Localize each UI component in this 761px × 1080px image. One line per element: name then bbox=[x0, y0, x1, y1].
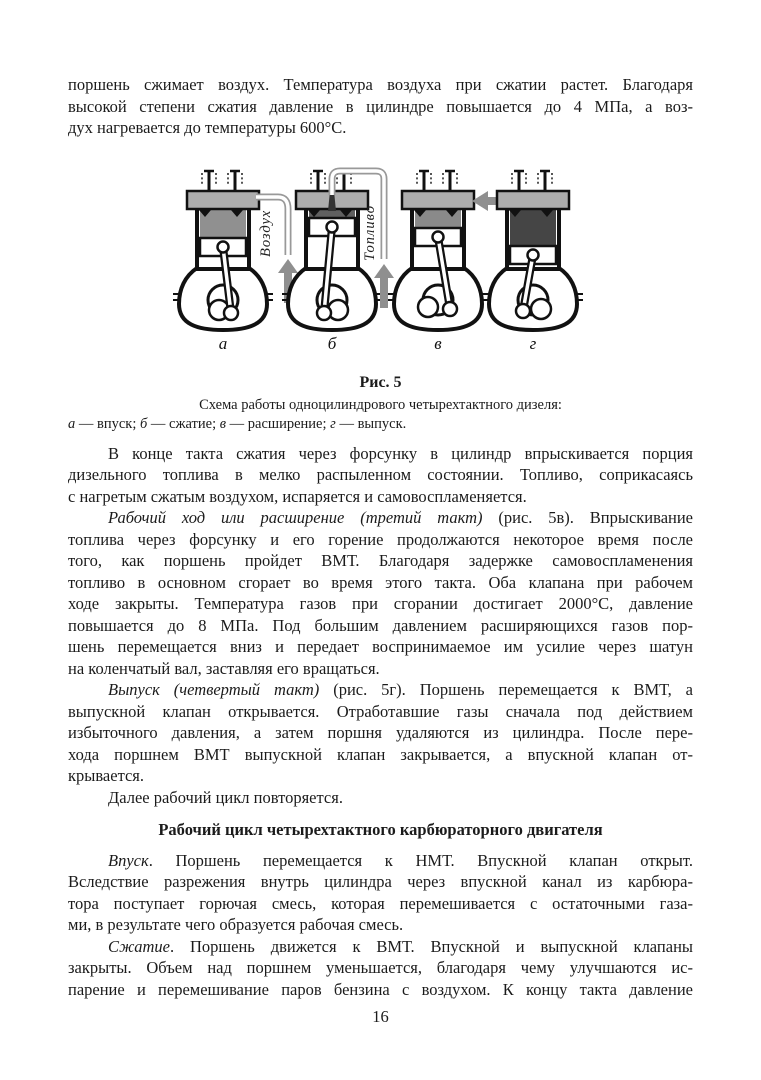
engine-label-g: г bbox=[529, 333, 537, 353]
air-pipe-label: Воздух bbox=[258, 209, 274, 257]
text-line: Сжатие. Поршень движется к ВМТ. Впускной и выпускной клапаны bbox=[108, 936, 693, 956]
paragraph-compression-end bbox=[68, 74, 693, 139]
text-line: с нагретым сжатым воздухом, испаряется и самовоспламеняется. bbox=[68, 486, 527, 506]
text-line: ми, в результате чего образуется рабочая смесь. bbox=[68, 915, 404, 934]
legend-desc: — расширение; bbox=[226, 415, 331, 432]
text-line: дизельного топлива в мелко распыленном состоянии. Топливо, соприкасаясь bbox=[68, 465, 693, 484]
paragraph-intake-carb bbox=[68, 850, 693, 936]
legend-key: г bbox=[330, 415, 336, 432]
text-line: Далее рабочий цикл повторяется. bbox=[108, 787, 343, 807]
paragraph-power-stroke bbox=[68, 507, 693, 679]
text-line: топлива через форсунку и его горение продолжаются некоторое время после bbox=[68, 529, 693, 549]
legend-desc: — сжатие; bbox=[147, 415, 220, 432]
paragraph-cycle-repeats bbox=[68, 787, 693, 809]
cylinder-head bbox=[402, 191, 474, 209]
text-line: ходе закрыты. Температура газов при сгорании достигает 2000°С, давление bbox=[68, 594, 693, 613]
cylinder-head bbox=[187, 191, 259, 209]
text-line: выпускной клапан открывается. Отработавшие газы сначала под действием bbox=[68, 701, 693, 721]
page-number: 16 bbox=[372, 1007, 389, 1026]
engine-label-b: б bbox=[327, 333, 337, 353]
figure-5 bbox=[166, 163, 608, 360]
engine-label-a: а bbox=[218, 333, 228, 353]
legend-key: а bbox=[68, 415, 76, 432]
figure-legend bbox=[68, 415, 693, 434]
text-line: того, как поршень пройдет ВМТ. Благодаря задержке самовоспламенения bbox=[68, 551, 693, 570]
engine-label-v: в bbox=[434, 333, 442, 353]
text-line: на коленчатый вал, заставляя его вращаться. bbox=[68, 658, 380, 678]
cylinder-head bbox=[497, 191, 569, 209]
text-line: В конце такта сжатия через форсунку в цилиндр впрыскивается порция bbox=[108, 443, 693, 463]
text-line: дух нагревается до температуры 600°С. bbox=[68, 118, 347, 137]
text-line: высокой степени сжатия давление в цилиндре повышается до 4 МПа, а воз- bbox=[68, 96, 693, 116]
text-line: Вследствие разрежения внутрь цилиндра через впускной канал из карбюра- bbox=[68, 872, 693, 891]
text-line: парение и перемешивание паров бензина с воздухом. К концу такта давление bbox=[68, 979, 693, 999]
text-line: хода поршнем ВМТ выпускной клапан закрывается, а впускной клапан от- bbox=[68, 744, 693, 764]
section-heading: Рабочий цикл четырехтактного карбюраторного двигателя bbox=[158, 820, 603, 839]
figure-caption: Схема работы одноцилиндрового четырехтактного дизеля: bbox=[199, 396, 562, 413]
exhaust-arrow bbox=[472, 191, 499, 211]
charge-exhaust-gases bbox=[510, 210, 556, 246]
paragraph-compression-carb bbox=[68, 936, 693, 1001]
text-line: Выпуск (четвертый такт) (рис. 5г). Поршень перемещается к ВМТ, а bbox=[108, 680, 693, 699]
legend-key: б bbox=[140, 415, 148, 432]
text-line: Рабочий ход или расширение (третий такт) (рис. 5в). Впрыскивание bbox=[108, 508, 694, 527]
fuel-pipe-label: Топливо bbox=[362, 204, 378, 261]
legend-desc: — выпуск. bbox=[335, 415, 407, 432]
text-line: топливо в основном сгорает во время этого такта. Оба клапана при рабочем bbox=[68, 572, 693, 592]
engine-cycle-diagram bbox=[166, 163, 608, 355]
text-line: тора поступает горючая смесь, которая перемешивается с остаточными газа- bbox=[68, 893, 693, 913]
text-line: крывается. bbox=[68, 766, 145, 785]
engine-diagram-g bbox=[483, 171, 583, 330]
paragraph-injection bbox=[68, 443, 693, 508]
legend-key: в bbox=[219, 415, 227, 432]
text-line: избыточного давления, а затем поршня удаляются из цилиндра. После пере- bbox=[68, 723, 693, 742]
figure-title: Рис. 5 bbox=[359, 373, 402, 391]
text-column bbox=[68, 74, 693, 1027]
text-line: повышается до 8 МПа. Под большим давлением расширяющихся газов пор- bbox=[68, 615, 693, 635]
text-line: закрыты. Объем над поршнем уменьшается, благодаря чему улучшаются ис- bbox=[68, 958, 693, 977]
text-line: Впуск. Поршень перемещается к НМТ. Впускной клапан открыт. bbox=[108, 850, 693, 870]
paragraph-exhaust-stroke bbox=[68, 679, 693, 787]
text-line: поршень сжимает воздух. Температура воздуха при сжатии растет. Благодаря bbox=[68, 75, 693, 94]
engine-diagram-v bbox=[388, 171, 488, 330]
text-line: шень перемещается вниз и передает воспринимаемое им усилие через шатун bbox=[68, 637, 693, 656]
legend-desc: — впуск; bbox=[75, 415, 140, 432]
